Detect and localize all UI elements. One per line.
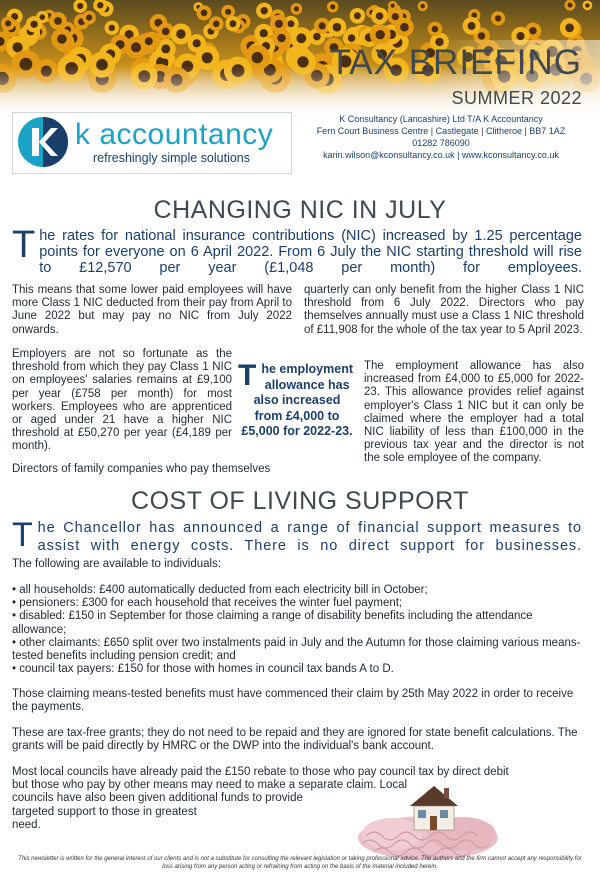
col-paragraph-1: Those claiming means-tested benefits must have commenced their claim by 25th May 2022 in order to receive the payments. (12, 688, 574, 714)
nic-lead-text: he rates for national insurance contributions (NIC) increased by 1.25 percentage points for everyone on 6 April 2022. From 6 July the NIC starting threshold will rise to £12,570 per year (£1,048 per month) for employees. (39, 228, 582, 276)
col-paragraph-3 (12, 766, 592, 832)
k-logo-icon (17, 116, 69, 168)
nic-paragraph-1: This means that some lower paid employees will have more Class 1 NIC deducted from their pay from April to June 2022 but may pay no NIC from July 2022 onwards. (12, 284, 292, 336)
section-heading-cost-of-living: COST OF LIVING SUPPORT (131, 487, 469, 515)
col-paragraph-3-line: councils have also been given additional funds to provide (12, 792, 303, 805)
pull-quote (238, 359, 356, 440)
col-lead-dropcap: T (12, 516, 34, 554)
company-logo (12, 112, 292, 174)
knitted-house-image (352, 776, 504, 864)
website-link[interactable]: www.kconsultancy.co.uk (462, 150, 559, 160)
footer-disclaimer: This newsletter is written for the general interest of our clients and is not a substitute for consulting the relevant legislation or taking professional advice. The authors and the firm cannot accept any responsibility for loss arising from any person acting or refraining from acting on the basis of the material included herein. (18, 856, 582, 870)
edition-subtitle: SUMMER 2022 (451, 88, 582, 108)
company-legal-name: K Consultancy (Lancashire) Ltd T/A K Accountancy (339, 114, 543, 124)
support-list (12, 584, 586, 676)
nic-paragraph-4: quarterly can only benefit from the higher Class 1 NIC threshold from 6 July 2022. Directors who pay themselves annually must use a Class 1 NIC threshold of £11,908 for the whole of the tax year to 5 April 2023. (304, 284, 584, 336)
company-phone: 01282 786090 (412, 138, 470, 148)
col-paragraph-3-line: need. (12, 818, 41, 831)
col-lead-text: he Chancellor has announced a range of financial support measures to assist with energy costs. There is no direct support for businesses. (37, 520, 582, 554)
col-paragraph-3-line: but those who pay by other means may need to make a separate claim. Local (12, 779, 408, 792)
col-intro: The following are available to individuals: (12, 558, 222, 570)
nic-lead-dropcap: T (12, 224, 36, 266)
logo-tagline: refreshingly simple solutions (93, 151, 251, 165)
list-item: • council tax payers: £150 for those with homes in council tax bands A to D. (12, 663, 394, 676)
pull-quote-text: he employment allowance has also increased from £4,000 to £5,000 for 2022-23. (241, 362, 353, 438)
list-item: • other claimants: £650 split over two instalments paid in July and the Autumn for those claiming various means-tested benefits including pension credit; and (12, 636, 581, 663)
logo-wordmark: k accountancy (75, 118, 274, 151)
company-address: Fern Court Business Centre | Castlegate | Clitheroe | BB7 1AZ (316, 126, 566, 136)
col-lead-paragraph (12, 516, 582, 555)
list-item: • disabled: £150 in September for those claiming a range of disability benefits including the attendance allowance; (12, 610, 533, 636)
contact-links (296, 149, 586, 161)
nic-paragraph-2: Employers are not so fortunate as the threshold from which they pay Class 1 NIC on employees' salaries remains at £9,100 per year (£758 per month) for most workers. Employees who are apprenticed or aged under 21 have a higher NIC threshold at £50,270 per year (£4,189 per month). (12, 348, 232, 453)
nic-paragraph-3: Directors of family companies who pay themselves (12, 463, 271, 475)
list-item: • all households: £400 automatically deducted from each electricity bill in October; (12, 584, 428, 596)
link-separator: | (454, 150, 462, 160)
list-item: • pensioners: £300 for each household that receives the winter fuel payment; (12, 597, 403, 610)
section-heading-nic: CHANGING NIC IN JULY (153, 196, 447, 224)
page-title: TAX BRIEFING (329, 43, 582, 82)
nic-lead-paragraph (12, 224, 582, 276)
col-paragraph-3-line: Most local councils have already paid the £150 rebate to those who pay council tax by direct debit (12, 766, 509, 778)
contact-details (296, 113, 586, 161)
col-paragraph-3-line: targeted support to those in greatest (12, 805, 197, 818)
title-block (330, 44, 583, 109)
nic-paragraph-5: The employment allowance has also increased from £4,000 to £5,000 for 2022-23. This allowance provides relief against employer's Class 1 NIC but it can only be claimed where the employer had a total NIC liability of less than £100,000 in the previous tax year and the director is not the sole employee of the company. (364, 360, 584, 465)
pull-quote-dropcap: T (238, 359, 257, 392)
email-link[interactable]: karin.wilson@kconsultancy.co.uk (323, 150, 455, 160)
col-paragraph-2: These are tax-free grants; they do not need to be repaid and they are ignored for state benefit calculations. The grants will be paid directly by HMRC or the DWP into the individual's bank account. (12, 727, 578, 753)
